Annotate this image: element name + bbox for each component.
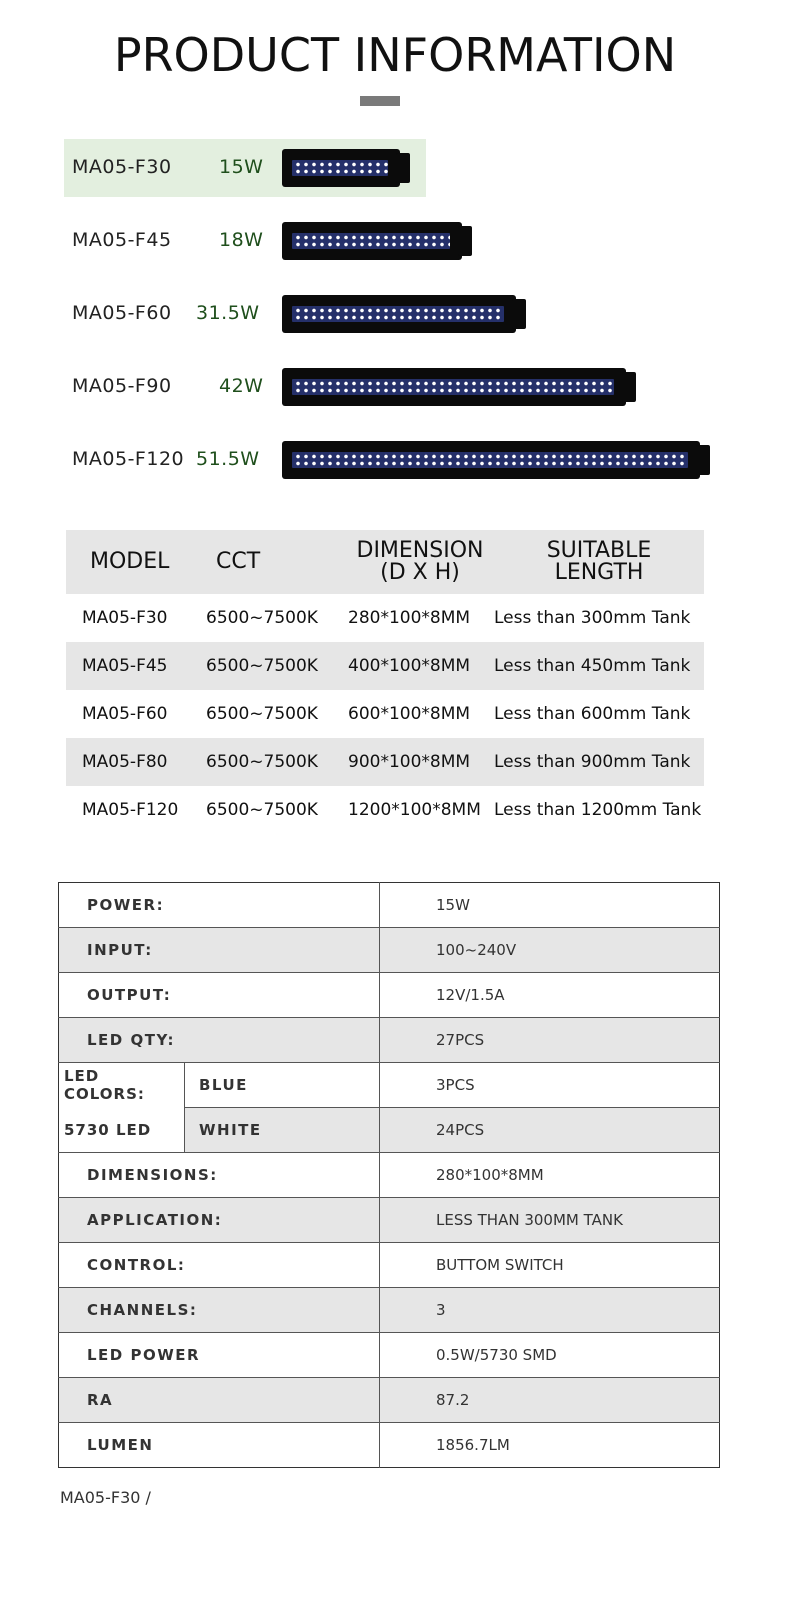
spec-value: LESS THAN 300MM TANK xyxy=(380,1198,720,1243)
cell-length: Less than 450mm Tank xyxy=(492,642,704,690)
led-light-image xyxy=(282,441,700,479)
spec-row-led-qty xyxy=(59,1018,720,1063)
spec-table xyxy=(58,882,720,1468)
cell-length: Less than 1200mm Tank xyxy=(494,800,702,820)
spec-value: 280*100*8MM xyxy=(380,1153,720,1198)
cell-dimension: 600*100*8MM xyxy=(348,704,471,724)
table-header xyxy=(66,530,704,594)
product-row-f30[interactable] xyxy=(64,139,426,197)
cell-dimension: 900*100*8MM xyxy=(342,738,492,786)
spec-value: 0.5W/5730 SMD xyxy=(380,1333,720,1378)
title-underline xyxy=(360,96,400,106)
cell-model: MA05-F45 xyxy=(66,642,196,690)
cell-cct: 6500~7500K xyxy=(196,738,342,786)
cell-cct: 6500~7500K xyxy=(206,608,318,628)
spec-row-ra xyxy=(59,1378,720,1423)
spec-value: 15W xyxy=(380,883,720,928)
spec-value: 3PCS xyxy=(380,1063,720,1108)
cell-length: Less than 900mm Tank xyxy=(492,738,704,786)
product-wattage: 18W xyxy=(219,229,264,251)
page-title: PRODUCT INFORMATION xyxy=(113,28,677,82)
model-table xyxy=(66,530,704,834)
header-suitable-line1: SUITABLE xyxy=(546,538,652,563)
spec-value: 1856.7LM xyxy=(380,1423,720,1468)
spec-sublabel: BLUE xyxy=(185,1063,380,1108)
header-cct: CCT xyxy=(196,530,342,594)
spec-label: LED POWER xyxy=(59,1333,380,1378)
header-model: MODEL xyxy=(66,530,196,594)
product-row-f120[interactable] xyxy=(64,431,714,489)
spec-label: CHANNELS: xyxy=(59,1288,380,1333)
spec-group-label-2: 5730 LED xyxy=(59,1108,185,1153)
spec-label: LED QTY: xyxy=(59,1018,380,1063)
header-dimension-line1: DIMENSION xyxy=(356,538,484,563)
table-row xyxy=(66,738,704,786)
led-light-image xyxy=(282,222,462,260)
spec-sublabel: WHITE xyxy=(185,1108,380,1153)
spec-label: LUMEN xyxy=(59,1423,380,1468)
footer-caption: MA05-F30 / xyxy=(60,1488,151,1507)
cell-cct: 6500~7500K xyxy=(196,642,342,690)
product-model: MA05-F30 xyxy=(72,156,172,178)
header-dimension-line2: (D X H) xyxy=(380,560,460,585)
header-suitable-length xyxy=(492,530,704,594)
spec-row-application xyxy=(59,1198,720,1243)
cell-length: Less than 300mm Tank xyxy=(494,608,691,628)
cell-dimension: 280*100*8MM xyxy=(348,608,471,628)
spec-label: CONTROL: xyxy=(59,1243,380,1288)
spec-label: INPUT: xyxy=(59,928,380,973)
spec-row-led-blue xyxy=(59,1063,720,1108)
cell-dimension: 1200*100*8MM xyxy=(348,800,481,820)
spec-row-led-white xyxy=(59,1108,720,1153)
spec-value: 12V/1.5A xyxy=(380,973,720,1018)
table-row xyxy=(66,690,704,738)
product-model: MA05-F120 xyxy=(72,448,185,470)
spec-value: 87.2 xyxy=(380,1378,720,1423)
led-light-image xyxy=(282,149,400,187)
spec-label: POWER: xyxy=(87,896,165,914)
cell-cct: 6500~7500K xyxy=(206,800,318,820)
spec-row-input xyxy=(59,928,720,973)
spec-label: DIMENSIONS: xyxy=(59,1153,380,1198)
header-dimension xyxy=(342,530,492,594)
spec-row-dimensions xyxy=(59,1153,720,1198)
header-suitable-line2: LENGTH xyxy=(554,560,644,585)
spec-row-output xyxy=(59,973,720,1018)
product-model: MA05-F90 xyxy=(72,375,172,397)
spec-value: 27PCS xyxy=(380,1018,720,1063)
product-row-f45[interactable] xyxy=(64,212,714,270)
table-row xyxy=(66,786,704,834)
product-row-f60[interactable] xyxy=(64,285,714,343)
spec-value: BUTTOM SWITCH xyxy=(380,1243,720,1288)
product-wattage: 42W xyxy=(219,375,264,397)
cell-model: MA05-F120 xyxy=(82,800,179,820)
product-row-f90[interactable] xyxy=(64,358,714,416)
spec-row-lumen xyxy=(59,1423,720,1468)
spec-row-power xyxy=(59,883,720,928)
table-row xyxy=(66,642,704,690)
spec-row-control xyxy=(59,1243,720,1288)
cell-cct: 6500~7500K xyxy=(206,704,318,724)
product-wattage: 51.5W xyxy=(196,448,260,470)
product-wattage: 31.5W xyxy=(196,302,260,324)
cell-model: MA05-F80 xyxy=(66,738,196,786)
led-light-image xyxy=(282,368,626,406)
product-wattage: 15W xyxy=(219,156,264,178)
product-model: MA05-F60 xyxy=(72,302,172,324)
spec-label: OUTPUT: xyxy=(59,973,380,1018)
spec-row-channels xyxy=(59,1288,720,1333)
cell-length: Less than 600mm Tank xyxy=(494,704,691,724)
table-row xyxy=(66,594,704,642)
cell-dimension: 400*100*8MM xyxy=(342,642,492,690)
spec-label: APPLICATION: xyxy=(59,1198,380,1243)
cell-model: MA05-F60 xyxy=(82,704,168,724)
product-model: MA05-F45 xyxy=(72,229,172,251)
spec-group-label-1: LED COLORS: xyxy=(59,1063,185,1108)
cell-model: MA05-F30 xyxy=(82,608,168,628)
spec-label: RA xyxy=(59,1378,380,1423)
led-light-image xyxy=(282,295,516,333)
spec-value: 100~240V xyxy=(380,928,720,973)
spec-row-led-power xyxy=(59,1333,720,1378)
spec-value: 24PCS xyxy=(380,1108,720,1153)
spec-value: 3 xyxy=(380,1288,720,1333)
